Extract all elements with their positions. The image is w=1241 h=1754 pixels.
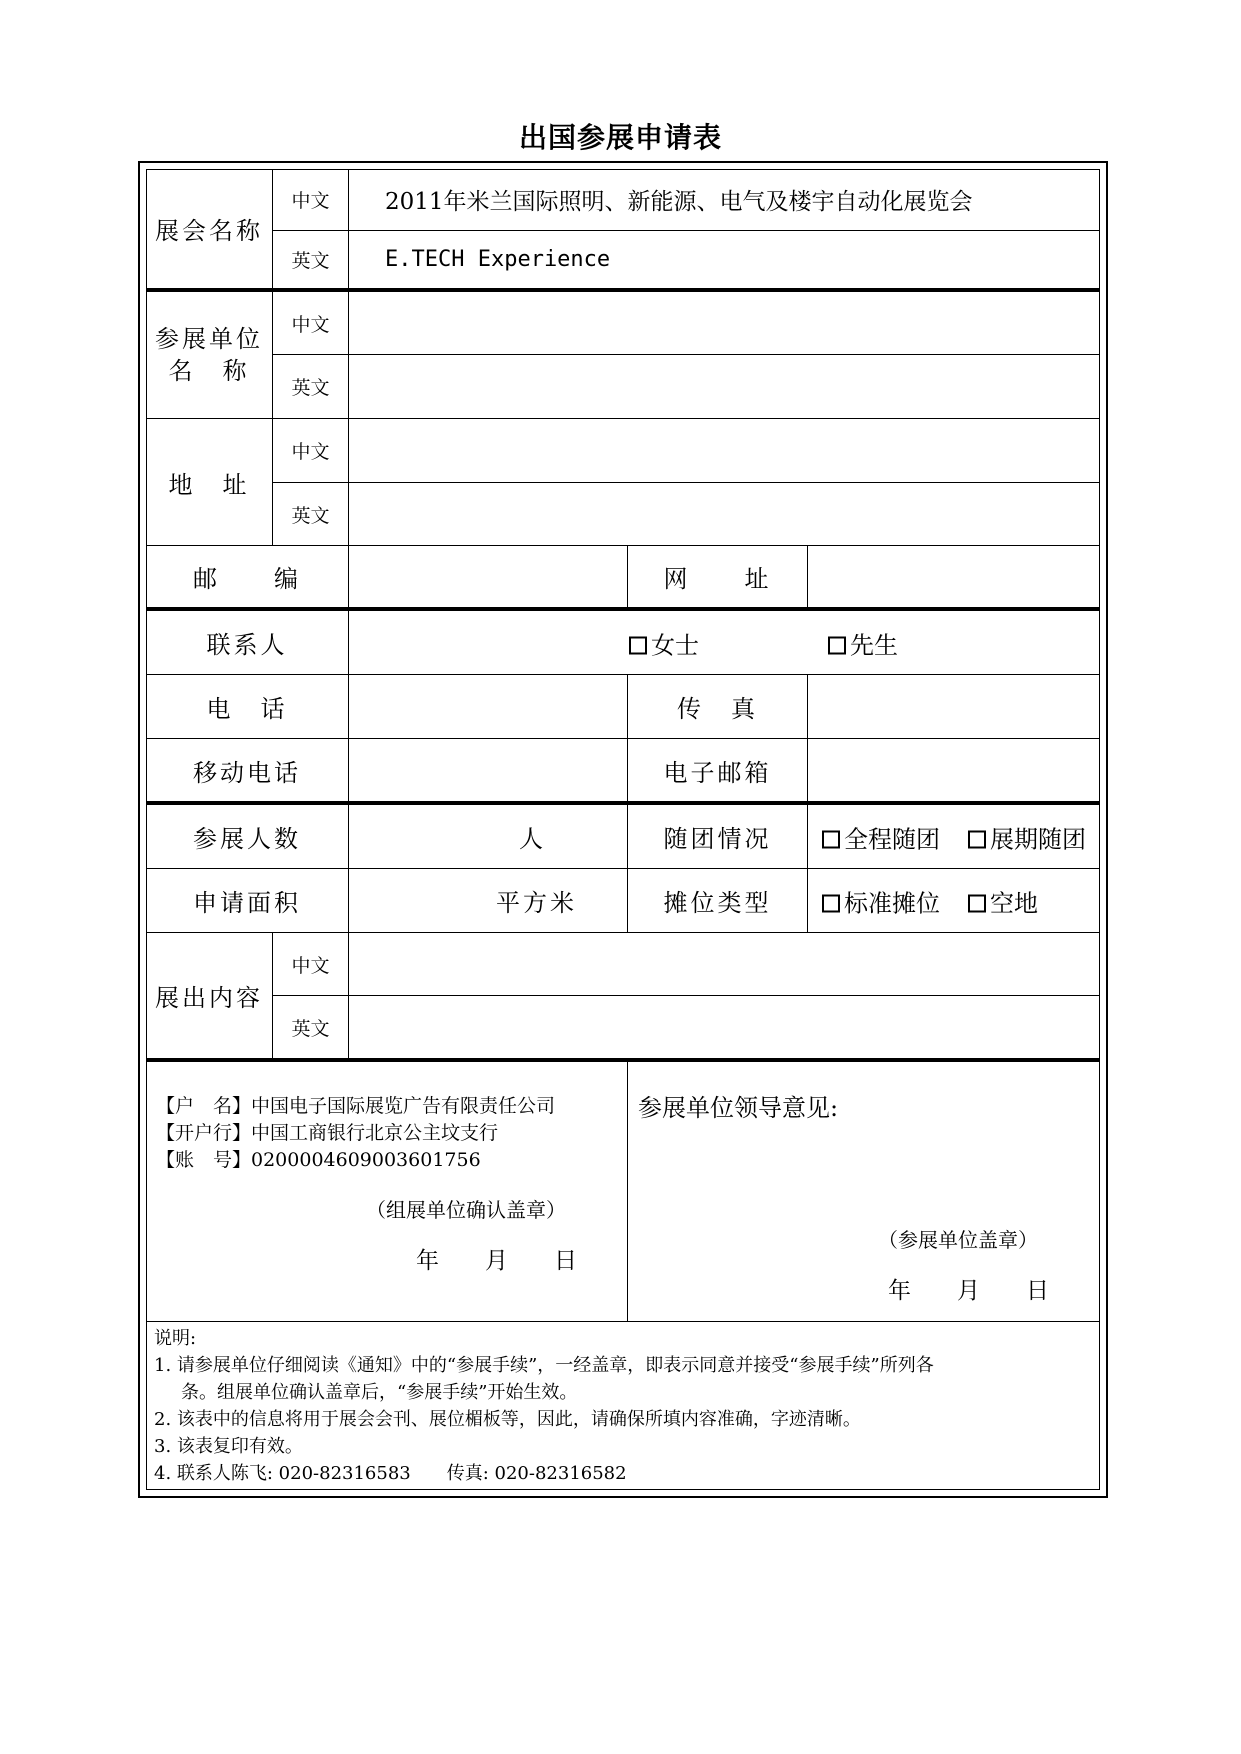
company-label-line1: 参展单位: [155, 325, 263, 353]
organizer-date: 年 月 日: [416, 1248, 577, 1274]
notes-heading: 说明:: [154, 1328, 197, 1349]
option-standard-booth-label: 标准摊位: [844, 889, 940, 917]
fax-label: 传 真: [628, 675, 808, 739]
products-label: 展出内容: [146, 933, 273, 1059]
option-full-trip-label: 全程随团: [844, 825, 940, 853]
products-en-field[interactable]: [349, 996, 1100, 1059]
exhibitor-date: 年 月 日: [888, 1278, 1049, 1304]
mobile-field[interactable]: [349, 739, 628, 802]
fax-field[interactable]: [808, 675, 1100, 739]
website-field[interactable]: [808, 546, 1100, 608]
group-field[interactable]: [808, 805, 1100, 869]
bank-info-cell: [146, 1062, 628, 1322]
option-space-only-label: 空地: [990, 889, 1038, 917]
option-full-trip[interactable]: [822, 819, 940, 854]
note-item-4: 4. 联系人陈飞: 020-82316583 传真: 020-82316582: [154, 1463, 627, 1484]
area-field[interactable]: [349, 869, 628, 933]
mobile-label: 移动电话: [146, 739, 349, 802]
exhibition-cn-label: 中文: [273, 169, 349, 231]
booth-field[interactable]: [808, 869, 1100, 933]
note-item-3: 3. 该表复印有效。: [154, 1436, 303, 1457]
form-title: 出国参展申请表: [518, 121, 722, 154]
postcode-label: 邮 编: [146, 546, 349, 608]
exhibition-cn-value[interactable]: 2011年米兰国际照明、新能源、电气及楼宇自动化展览会: [349, 169, 1100, 231]
bank-account-number: 【账 号】0200004609003601756: [156, 1149, 481, 1171]
option-standard-booth[interactable]: [822, 883, 940, 918]
bank-account-name: 【户 名】中国电子国际展览广告有限责任公司: [156, 1095, 556, 1117]
note-item-1-cont: 条。组展单位确认盖章后，“参展手续”开始生效。: [181, 1382, 578, 1403]
exhibitor-stamp-note: （参展单位盖章）: [878, 1228, 1038, 1252]
address-label: 地 址: [146, 419, 273, 546]
company-cn-label: 中文: [273, 292, 349, 355]
leader-opinion-label: 参展单位领导意见:: [638, 1094, 839, 1122]
option-female-label: 女士: [651, 631, 699, 659]
application-form: [138, 161, 1108, 1498]
postcode-field[interactable]: [349, 546, 628, 608]
area-label: 申请面积: [146, 869, 349, 933]
phone-field[interactable]: [349, 675, 628, 739]
note-item-2: 2. 该表中的信息将用于展会会刊、展位楣板等，因此，请确保所填内容准确，字迹清晰。: [154, 1409, 861, 1430]
option-male-label: 先生: [850, 631, 898, 659]
address-en-label: 英文: [273, 483, 349, 546]
checkbox-icon[interactable]: [828, 636, 846, 654]
exhibition-en-label: 英文: [273, 231, 349, 289]
note-item-1: 1. 请参展单位仔细阅读《通知》中的“参展手续”，一经盖章，即表示同意并接受“参展手续”所列各: [154, 1355, 934, 1376]
checkbox-icon[interactable]: [968, 894, 986, 912]
exhibition-label: 展会名称: [146, 169, 273, 289]
company-en-label: 英文: [273, 355, 349, 419]
company-label-line2: 名 称: [168, 357, 250, 385]
company-en-field[interactable]: [349, 355, 1100, 419]
products-en-label: 英文: [273, 996, 349, 1059]
option-expo-only[interactable]: [968, 819, 1086, 854]
headcount-label: 参展人数: [146, 805, 349, 869]
leader-opinion-cell[interactable]: [628, 1062, 1100, 1322]
checkbox-icon[interactable]: [822, 894, 840, 912]
checkbox-icon[interactable]: [968, 830, 986, 848]
address-en-field[interactable]: [349, 483, 1100, 546]
option-expo-only-label: 展期随团: [990, 825, 1086, 853]
address-cn-field[interactable]: [349, 419, 1100, 483]
address-cn-label: 中文: [273, 419, 349, 483]
website-label: 网 址: [628, 546, 808, 608]
exhibition-en-value[interactable]: E.TECH Experience: [349, 231, 1100, 289]
headcount-unit: 人: [519, 825, 546, 853]
notes-section: [154, 1325, 1094, 1487]
checkbox-icon[interactable]: [822, 830, 840, 848]
option-female[interactable]: [629, 625, 699, 660]
checkbox-icon[interactable]: [629, 636, 647, 654]
option-space-only[interactable]: [968, 883, 1038, 918]
headcount-field[interactable]: [349, 805, 628, 869]
phone-label: 电 话: [146, 675, 349, 739]
group-label: 随团情况: [628, 805, 808, 869]
company-label: [146, 292, 273, 419]
organizer-stamp-note: （组展单位确认盖章）: [366, 1198, 566, 1222]
option-male[interactable]: [828, 625, 898, 660]
contact-field[interactable]: [349, 611, 1100, 675]
email-field[interactable]: [808, 739, 1100, 802]
bank-branch: 【开户行】中国工商银行北京公主坟支行: [156, 1122, 499, 1144]
products-cn-label: 中文: [273, 933, 349, 996]
booth-label: 摊位类型: [628, 869, 808, 933]
email-label: 电子邮箱: [628, 739, 808, 802]
products-cn-field[interactable]: [349, 933, 1100, 996]
company-cn-field[interactable]: [349, 292, 1100, 355]
contact-label: 联系人: [146, 611, 349, 675]
area-unit: 平方米: [496, 889, 577, 917]
